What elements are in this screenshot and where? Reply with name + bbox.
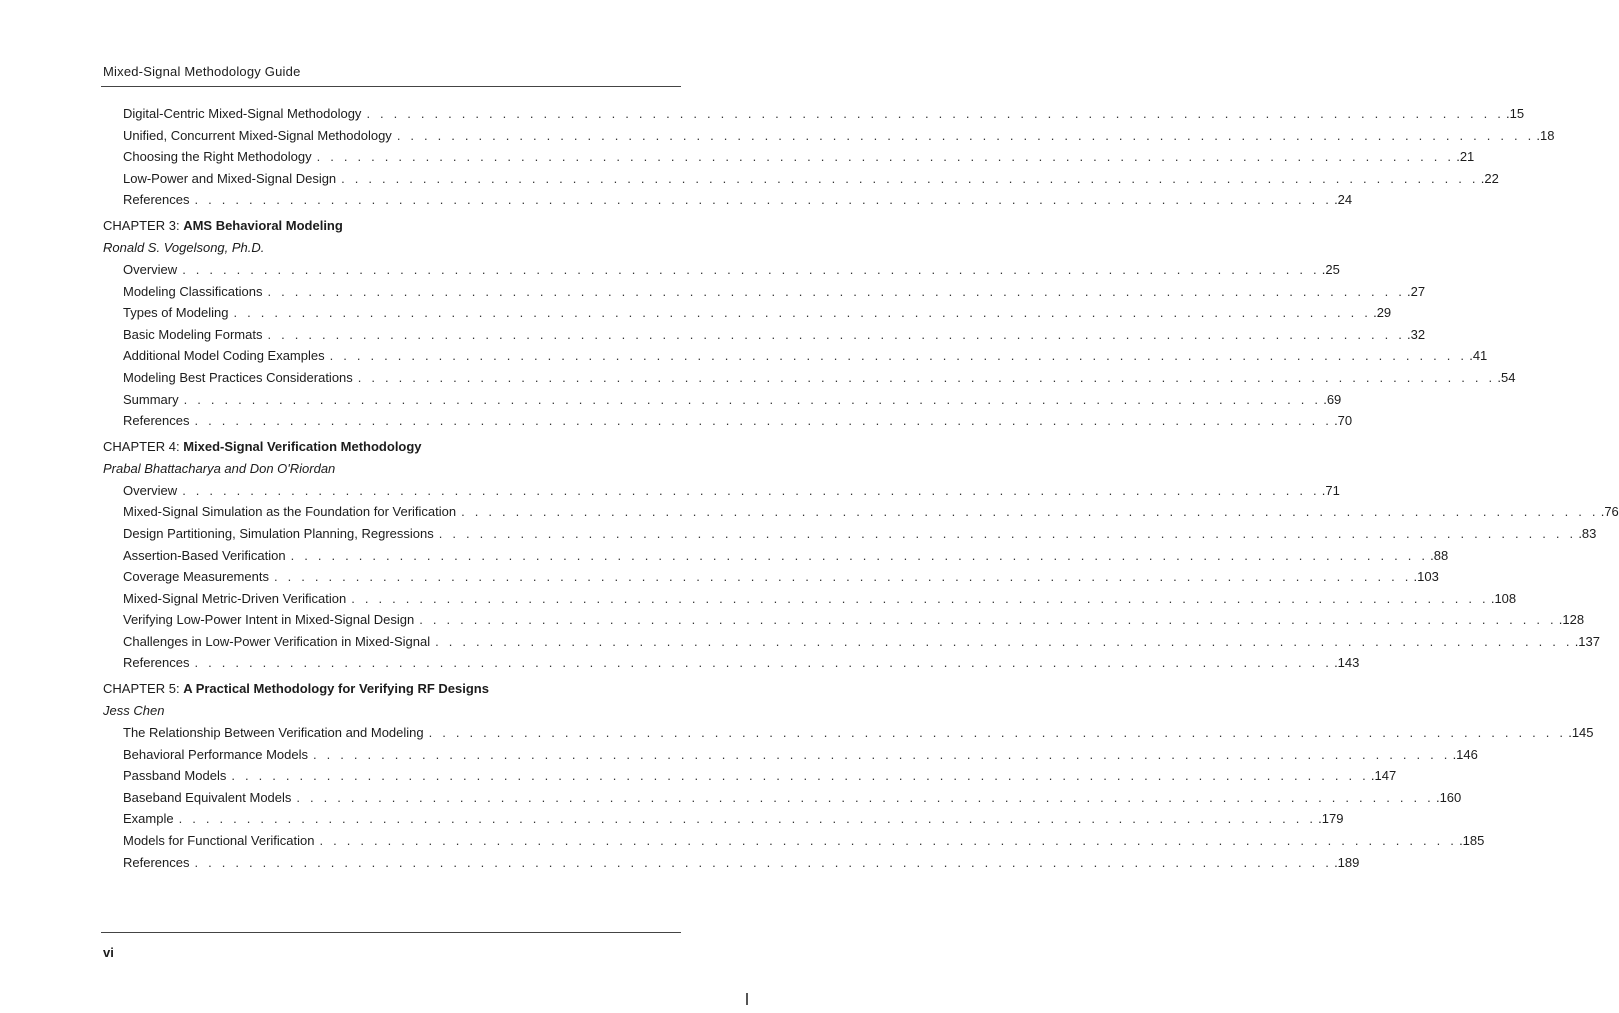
dot-leader: . . . . . . . . . . . . . . . . . . . . . . . . . . . . . . . . . . . . . . . . . . . . . . . . . . . . . . . . . . . . . . . . . . . . . . . . . . . . . . . . . . . . xyxy=(233,305,1372,321)
toc-entry xyxy=(103,189,1353,211)
dot-leader: . . . . . . . . . . . . . . . . . . . . . . . . . . . . . . . . . . . . . . . . . . . . . . . . . . . . . . . . . . . . . . . . . . . . . . . . . . . . . . . . . . . . xyxy=(316,149,1455,165)
entry-title: Challenges in Low-Power Verification in Mixed-Signal xyxy=(123,633,431,649)
dot-leader: . . . . . . . . . . . . . . . . . . . . . . . . . . . . . . . . . . . . . . . . . . . . . . . . . . . . . . . . . . . . . . . . . . . . . . . . . . . . . . . . . . . . xyxy=(296,789,1434,805)
toc-entry xyxy=(103,480,1340,502)
dot-leader: . . . . . . . . . . . . . . . . . . . . . . . . . . . . . . . . . . . . . . . . . . . . . . . . . . . . . . . . . . . . . . . . . . . . . . . . . . . . . . . . . . . . xyxy=(312,746,1451,762)
dot-leader: . . . . . . . . . . . . . . . . . . . . . . . . . . . . . . . . . . . . . . . . . . . . . . . . . . . . . . . . . . . . . . . . . . . . . . . . . . . . . . . . . . . . xyxy=(194,655,1333,671)
entry-title: Mixed-Signal Simulation as the Foundation for Verification xyxy=(123,504,457,520)
entry-title: Summary xyxy=(123,391,179,407)
toc-entry xyxy=(103,367,1516,389)
dot-leader: . . . . . . . . . . . . . . . . . . . . . . . . . . . . . . . . . . . . . . . . . . . . . . . . . . . . . . . . . . . . . . . . . . . . . . . . . . . . . . . . . . . . xyxy=(273,569,1412,585)
chapter-title: AMS Behavioral Modeling xyxy=(183,217,343,233)
toc-entry xyxy=(103,808,1344,830)
toc-entry xyxy=(103,281,1426,303)
toc-entry xyxy=(103,830,1485,852)
dot-leader: . . . . . . . . . . . . . . . . . . . . . . . . . . . . . . . . . . . . . . . . . . . . . . . . . . . . . . . . . . . . . . . . . . . . . . . . . . . . . . . . . . . . xyxy=(267,283,1406,299)
entry-title: Modeling Best Practices Considerations xyxy=(123,369,353,385)
chapter-heading xyxy=(103,435,683,458)
entry-page-number: .103 xyxy=(1413,569,1439,585)
entry-title: Additional Model Coding Examples xyxy=(123,348,325,364)
entry-title: Low-Power and Mixed-Signal Design xyxy=(123,170,337,186)
dot-leader: . . . . . . . . . . . . . . . . . . . . . . . . . . . . . . . . . . . . . . . . . . . . . . . . . . . . . . . . . . . . . . . . . . . . . . . . . . . . . . . . . . . . xyxy=(435,633,1573,649)
dot-leader: . . . . . . . . . . . . . . . . . . . . . . . . . . . . . . . . . . . . . . . . . . . . . . . . . . . . . . . . . . . . . . . . . . . . . . . . . . . . . . . . . . . . xyxy=(319,833,1458,849)
entry-page-number: .145 xyxy=(1568,725,1594,741)
toc-entry xyxy=(103,588,1517,610)
dot-leader: . . . . . . . . . . . . . . . . . . . . . . . . . . . . . . . . . . . . . . . . . . . . . . . . . . . . . . . . . . . . . . . . . . . . . . . . . . . . . . . . . . . . xyxy=(194,192,1333,208)
dot-leader: . . . . . . . . . . . . . . . . . . . . . . . . . . . . . . . . . . . . . . . . . . . . . . . . . . . . . . . . . . . . . . . . . . . . . . . . . . . . . . . . . . . . xyxy=(290,547,1429,563)
entry-page-number: .24 xyxy=(1334,192,1353,208)
entry-title: Behavioral Performance Models xyxy=(123,746,308,762)
entry-page-number: .70 xyxy=(1334,413,1353,429)
entry-page-number: .88 xyxy=(1430,547,1449,563)
chapter-label: CHAPTER 3: xyxy=(103,217,184,233)
entry-page-number: .21 xyxy=(1456,149,1475,165)
toc-entry xyxy=(103,345,1488,367)
dot-leader: . . . . . . . . . . . . . . . . . . . . . . . . . . . . . . . . . . . . . . . . . . . . . . . . . . . . . . . . . . . . . . . . . . . . . . . . . . . . . . . . . . . . xyxy=(182,261,1320,277)
entry-title: Digital-Centric Mixed-Signal Methodology xyxy=(123,106,362,121)
entry-title: Design Partitioning, Simulation Planning, Regressions xyxy=(123,525,434,541)
toc-entry xyxy=(103,168,1499,190)
toc-entry xyxy=(103,566,1439,588)
entry-title: References xyxy=(123,655,190,671)
chapter-label: CHAPTER 4: xyxy=(103,438,184,454)
footer-rule xyxy=(101,932,681,933)
entry-title: References xyxy=(123,854,190,870)
entry-page-number: .71 xyxy=(1321,482,1340,498)
entry-title: Overview xyxy=(123,482,178,498)
entry-page-number: .25 xyxy=(1321,261,1340,277)
entry-title: Types of Modeling xyxy=(123,305,229,321)
dot-leader: . . . . . . . . . . . . . . . . . . . . . . . . . . . . . . . . . . . . . . . . . . . . . . . . . . . . . . . . . . . . . . . . . . . . . . . . . . . . . . . . . . . . xyxy=(461,504,1599,520)
dot-leader: . . . . . . . . . . . . . . . . . . . . . . . . . . . . . . . . . . . . . . . . . . . . . . . . . . . . . . . . . . . . . . . . . . . . . . . . . . . . . . . . . . . . xyxy=(428,725,1567,741)
dot-leader: . . . . . . . . . . . . . . . . . . . . . . . . . . . . . . . . . . . . . . . . . . . . . . . . . . . . . . . . . . . . . . . . . . . . . . . . . . . . . . . . . . . . xyxy=(182,482,1320,498)
entry-page-number: .54 xyxy=(1497,369,1516,385)
dot-leader: . . . . . . . . . . . . . . . . . . . . . . . . . . . . . . . . . . . . . . . . . . . . . . . . . . . . . . . . . . . . . . . . . . . . . . . . . . . . . . . . . . . . xyxy=(329,348,1468,364)
entry-page-number: .137 xyxy=(1574,633,1600,649)
entry-page-number: .29 xyxy=(1373,305,1392,321)
dot-leader: . . . . . . . . . . . . . . . . . . . . . . . . . . . . . . . . . . . . . . . . . . . . . . . . . . . . . . . . . . . . . . . . . . . . . . . . . . . . . . . . . . . . xyxy=(351,590,1489,606)
entry-title: Coverage Measurements xyxy=(123,569,269,585)
toc-entry xyxy=(103,652,1360,674)
entry-title: The Relationship Between Verification and Modeling xyxy=(123,725,424,741)
toc-entry xyxy=(103,146,1475,168)
entry-page-number: .27 xyxy=(1407,283,1426,299)
entry-title: References xyxy=(123,413,190,429)
toc-entry xyxy=(103,787,1462,809)
toc-entry xyxy=(103,523,1597,545)
chapter-title: A Practical Methodology for Verifying RF Designs xyxy=(183,681,489,697)
entry-title: Mixed-Signal Metric-Driven Verification xyxy=(123,590,347,606)
chapter-heading xyxy=(103,677,683,700)
chapter-heading xyxy=(103,214,683,237)
dot-leader: . . . . . . . . . . . . . . . . . . . . . . . . . . . . . . . . . . . . . . . . . . . . . . . . . . . . . . . . . . . . . . . . . . . . . . . . . . . . . . . . . . . . xyxy=(194,413,1333,429)
dot-leader: . . . . . . . . . . . . . . . . . . . . . . . . . . . . . . . . . . . . . . . . . . . . . . . . . . . . . . . . . . . . . . . . . . . . . . . . . . . . . . . . . . . . xyxy=(396,127,1535,143)
toc-entry xyxy=(103,410,1353,432)
entry-title: Example xyxy=(123,811,174,827)
entry-page-number: .108 xyxy=(1490,590,1517,606)
chapter-author: Prabal Bhattacharya and Don O'Riordan xyxy=(103,460,336,476)
entry-page-number: .143 xyxy=(1334,655,1360,671)
table-of-contents xyxy=(103,103,1619,873)
entry-page-number: .15 xyxy=(1506,106,1525,121)
dot-leader: . . . . . . . . . . . . . . . . . . . . . . . . . . . . . . . . . . . . . . . . . . . . . . . . . . . . . . . . . . . . . . . . . . . . . . . . . . . . . . . . . . . . xyxy=(231,768,1369,784)
dot-leader: . . . . . . . . . . . . . . . . . . . . . . . . . . . . . . . . . . . . . . . . . . . . . . . . . . . . . . . . . . . . . . . . . . . . . . . . . . . . . . . . . . . . xyxy=(194,854,1333,870)
dot-leader: . . . . . . . . . . . . . . . . . . . . . . . . . . . . . . . . . . . . . . . . . . . . . . . . . . . . . . . . . . . . . . . . . . . . . . . . . . . . . . . . . . . . xyxy=(183,391,1322,407)
entry-title: Unified, Concurrent Mixed-Signal Methodology xyxy=(123,127,392,143)
entry-title: Assertion-Based Verification xyxy=(123,547,286,563)
toc-entry xyxy=(103,545,1449,567)
entry-title: Choosing the Right Methodology xyxy=(123,149,312,165)
entry-title: Verifying Low-Power Intent in Mixed-Signal Design xyxy=(123,612,415,628)
chapter-author: Ronald S. Vogelsong, Ph.D. xyxy=(103,239,265,255)
running-head: Mixed-Signal Methodology Guide xyxy=(103,64,301,79)
entry-page-number: .69 xyxy=(1323,391,1342,407)
dot-leader: . . . . . . . . . . . . . . . . . . . . . . . . . . . . . . . . . . . . . . . . . . . . . . . . . . . . . . . . . . . . . . . . . . . . . . . . . . . . . . . . . . . . xyxy=(419,612,1557,628)
entry-page-number: .185 xyxy=(1459,833,1485,849)
entry-page-number: .22 xyxy=(1480,170,1499,186)
toc-entry xyxy=(103,103,1525,125)
toc-entry xyxy=(103,389,1342,411)
toc-entry xyxy=(103,631,1600,653)
toc-entry xyxy=(103,501,1619,523)
chapter-label: CHAPTER 5: xyxy=(103,681,184,697)
entry-page-number: .83 xyxy=(1578,525,1597,541)
dot-leader: . . . . . . . . . . . . . . . . . . . . . . . . . . . . . . . . . . . . . . . . . . . . . . . . . . . . . . . . . . . . . . . . . . . . . . . . . . . . . . . . . . . . xyxy=(366,106,1505,121)
toc-entry xyxy=(103,765,1397,787)
dot-leader: . . . . . . . . . . . . . . . . . . . . . . . . . . . . . . . . . . . . . . . . . . . . . . . . . . . . . . . . . . . . . . . . . . . . . . . . . . . . . . . . . . . . xyxy=(267,326,1406,342)
toc-entry xyxy=(103,609,1585,631)
entry-page-number: .146 xyxy=(1452,746,1478,762)
chapter-title: Mixed-Signal Verification Methodology xyxy=(183,438,422,454)
toc-entry xyxy=(103,722,1594,744)
entry-page-number: .160 xyxy=(1435,789,1462,805)
chapter-author: Jess Chen xyxy=(103,703,165,719)
entry-title: Basic Modeling Formats xyxy=(123,326,263,342)
page-number: vi xyxy=(103,945,114,960)
toc-entry xyxy=(103,852,1360,874)
entry-title: Passband Models xyxy=(123,768,227,784)
toc-entry xyxy=(103,744,1478,766)
dot-leader: . . . . . . . . . . . . . . . . . . . . . . . . . . . . . . . . . . . . . . . . . . . . . . . . . . . . . . . . . . . . . . . . . . . . . . . . . . . . . . . . . . . . xyxy=(438,525,1577,541)
entry-title: References xyxy=(123,192,190,208)
toc-entry xyxy=(103,302,1392,324)
header-rule xyxy=(101,86,681,87)
entry-page-number: .18 xyxy=(1536,127,1555,143)
entry-page-number: .76 xyxy=(1600,504,1619,520)
toc-entry xyxy=(103,125,1555,147)
dot-leader: . . . . . . . . . . . . . . . . . . . . . . . . . . . . . . . . . . . . . . . . . . . . . . . . . . . . . . . . . . . . . . . . . . . . . . . . . . . . . . . . . . . . xyxy=(178,811,1317,827)
entry-title: Baseband Equivalent Models xyxy=(123,789,292,805)
dot-leader: . . . . . . . . . . . . . . . . . . . . . . . . . . . . . . . . . . . . . . . . . . . . . . . . . . . . . . . . . . . . . . . . . . . . . . . . . . . . . . . . . . . . xyxy=(357,369,1496,385)
entry-title: Overview xyxy=(123,261,178,277)
entry-page-number: .41 xyxy=(1469,348,1488,364)
entry-page-number: .179 xyxy=(1318,811,1344,827)
entry-title: Modeling Classifications xyxy=(123,283,263,299)
entry-page-number: .128 xyxy=(1558,612,1585,628)
toc-entry xyxy=(103,259,1340,281)
entry-page-number: .32 xyxy=(1407,326,1426,342)
entry-title: Models for Functional Verification xyxy=(123,833,315,849)
entry-page-number: .189 xyxy=(1334,854,1360,870)
toc-entry xyxy=(103,324,1426,346)
corner-mark xyxy=(746,993,748,1005)
dot-leader: . . . . . . . . . . . . . . . . . . . . . . . . . . . . . . . . . . . . . . . . . . . . . . . . . . . . . . . . . . . . . . . . . . . . . . . . . . . . . . . . . . . . xyxy=(341,170,1479,186)
entry-page-number: .147 xyxy=(1370,768,1397,784)
